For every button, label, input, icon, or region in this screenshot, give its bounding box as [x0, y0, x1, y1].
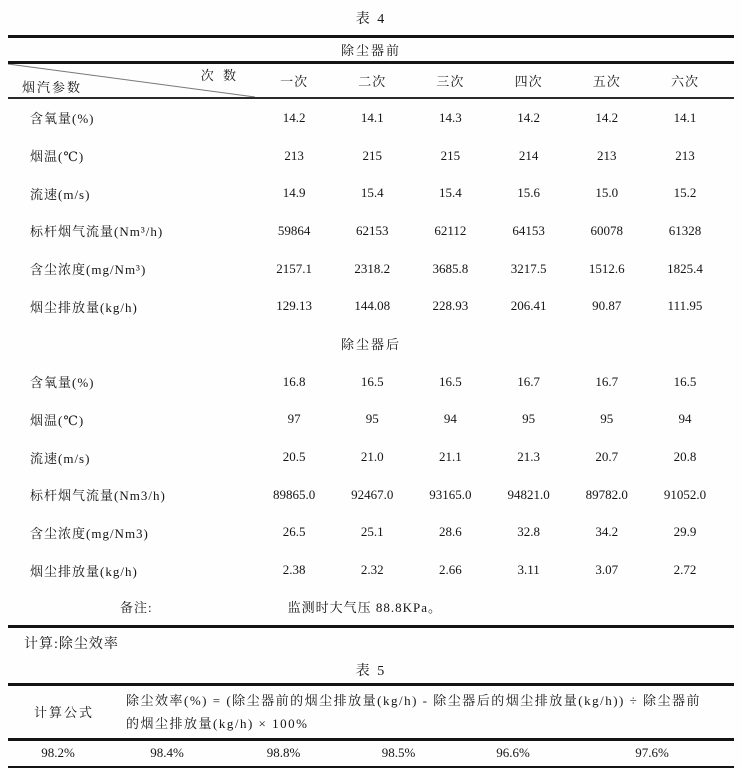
cell: 2.38 [282, 562, 306, 578]
cell: 16.5 [360, 373, 384, 389]
cell: 16.8 [282, 373, 306, 389]
column-header: 三次 [436, 74, 465, 89]
table-row [8, 212, 734, 250]
row-label: 含尘浓度(mg/Nm³) [30, 262, 147, 278]
cell: 29.9 [673, 524, 697, 540]
cell: 94 [443, 411, 457, 427]
cell: 14.1 [673, 109, 697, 125]
remark-value: 监测时大气压 88.8KPa。 [287, 600, 443, 616]
cell: 14.9 [282, 185, 306, 201]
cell: 111.95 [667, 298, 703, 314]
cell: 14.2 [595, 109, 619, 125]
cell: 16.5 [439, 373, 462, 389]
cell: 59864 [277, 222, 311, 238]
table-row [8, 476, 734, 514]
cell: 16.5 [673, 373, 697, 389]
cell: 15.6 [517, 185, 540, 201]
cell: 20.8 [673, 449, 697, 465]
column-header: 五次 [592, 74, 621, 89]
calc-heading: 计算:除尘效率 [24, 636, 119, 652]
table-row [8, 174, 734, 212]
table-row [8, 438, 734, 476]
table-row [8, 250, 734, 288]
result-cell: 98.2% [41, 745, 75, 761]
cell: 15.4 [360, 185, 384, 201]
cell: 89782.0 [585, 486, 628, 502]
cell: 25.1 [360, 524, 384, 540]
cell: 3.11 [517, 562, 540, 578]
section-header-after: 除尘器后 [340, 337, 401, 353]
column-header: 二次 [358, 74, 387, 89]
row-label: 烟尘排放量(kg/h) [30, 563, 138, 579]
corner-label-bottom: 烟汽参数 [22, 80, 83, 95]
cell: 213 [284, 147, 304, 163]
row-label: 烟温(℃) [30, 412, 85, 428]
cell: 15.2 [673, 185, 697, 201]
cell: 2.32 [360, 562, 384, 578]
table-row [8, 401, 734, 439]
cell: 91052.0 [663, 486, 707, 502]
cell: 2.72 [673, 562, 697, 578]
cell: 215 [362, 147, 382, 163]
column-header: 六次 [670, 74, 699, 89]
cell: 89865.0 [272, 486, 316, 502]
cell: 15.4 [439, 185, 462, 201]
cell: 28.6 [439, 524, 462, 540]
column-header: 四次 [514, 74, 543, 89]
cell: 92467.0 [351, 486, 394, 502]
table-row [8, 514, 734, 552]
cell: 21.3 [517, 449, 540, 465]
corner-cell [8, 64, 255, 97]
cell: 60078 [590, 222, 624, 238]
cell: 3.07 [595, 562, 619, 578]
column-header-row [8, 64, 734, 97]
cell: 129.13 [276, 298, 312, 314]
cell: 15.0 [595, 185, 619, 201]
result-cell: 97.6% [635, 745, 669, 761]
cell: 213 [675, 147, 695, 163]
table5-title: 表 5 [355, 664, 387, 680]
cell: 16.7 [517, 373, 540, 389]
remark-label: 备注: [120, 600, 153, 616]
cell: 34.2 [595, 524, 619, 540]
row-label: 流速(m/s) [30, 450, 91, 466]
formula-label: 计算公式 [33, 705, 94, 721]
cell: 1825.4 [667, 260, 703, 276]
table-row [8, 551, 734, 589]
row-label: 烟温(℃) [30, 149, 85, 165]
result-cell: 98.4% [150, 745, 184, 761]
cell: 206.41 [510, 298, 547, 314]
table-row [8, 137, 734, 175]
cell: 16.7 [595, 373, 619, 389]
cell: 95 [600, 411, 614, 427]
cell: 144.08 [354, 298, 391, 314]
cell: 21.1 [439, 449, 462, 465]
cell: 32.8 [517, 524, 540, 540]
row-label: 标杆烟气流量(Nm3/h) [30, 488, 166, 504]
cell: 95 [522, 411, 536, 427]
cell: 215 [440, 147, 461, 163]
corner-label-top: 次 数 [200, 68, 239, 83]
table-row [8, 287, 734, 325]
table-row [8, 363, 734, 401]
cell: 64153 [512, 222, 545, 238]
cell: 14.1 [360, 109, 384, 125]
cell: 2157.1 [276, 260, 312, 276]
table4 [8, 35, 734, 628]
cell: 14.2 [282, 109, 306, 125]
result-cell: 96.6% [496, 745, 530, 761]
table5 [8, 683, 734, 768]
row-label: 含尘浓度(mg/Nm3) [30, 525, 149, 541]
table-row [8, 99, 734, 137]
section-header-before: 除尘器前 [340, 43, 401, 58]
cell: 3685.8 [432, 260, 469, 276]
cell: 3217.5 [510, 260, 547, 276]
cell: 228.93 [432, 298, 469, 314]
cell: 21.0 [360, 449, 384, 465]
cell: 26.5 [282, 524, 306, 540]
column-header: 一次 [280, 74, 309, 89]
cell: 214 [518, 147, 539, 163]
cell: 20.7 [595, 449, 619, 465]
cell: 2.66 [439, 562, 462, 578]
row-label: 含氧量(%) [30, 375, 95, 391]
result-cell: 98.5% [381, 745, 416, 761]
row-label: 流速(m/s) [30, 186, 91, 202]
results-row [8, 741, 734, 766]
cell: 90.87 [592, 298, 622, 314]
cell: 62112 [434, 222, 467, 238]
cell: 93165.0 [429, 486, 472, 502]
cell: 97 [287, 411, 301, 427]
cell: 2318.2 [354, 260, 391, 276]
remark-row [8, 589, 734, 625]
cell: 213 [597, 147, 617, 163]
cell: 61328 [668, 222, 702, 238]
row-label: 含氧量(%) [30, 111, 95, 127]
row-label: 烟尘排放量(kg/h) [30, 299, 138, 315]
row-label: 标杆烟气流量(Nm³/h) [30, 224, 164, 240]
cell: 20.5 [282, 449, 306, 465]
cell: 95 [365, 411, 379, 427]
cell: 62153 [356, 222, 389, 238]
cell: 14.3 [439, 109, 462, 125]
cell: 1512.6 [588, 260, 625, 276]
cell: 14.2 [517, 109, 540, 125]
result-cell: 98.8% [266, 745, 301, 761]
cell: 94821.0 [507, 486, 550, 502]
table4-title: 表 4 [355, 11, 387, 27]
formula-text: 除尘效率(%) = (除尘器前的烟尘排放量(kg/h) - 除尘器后的烟尘排放量(kg/h)) ÷ 除尘器前的烟尘排放量(kg/h) × 100% [126, 692, 701, 731]
cell: 94 [678, 411, 692, 427]
formula-row [8, 686, 734, 738]
